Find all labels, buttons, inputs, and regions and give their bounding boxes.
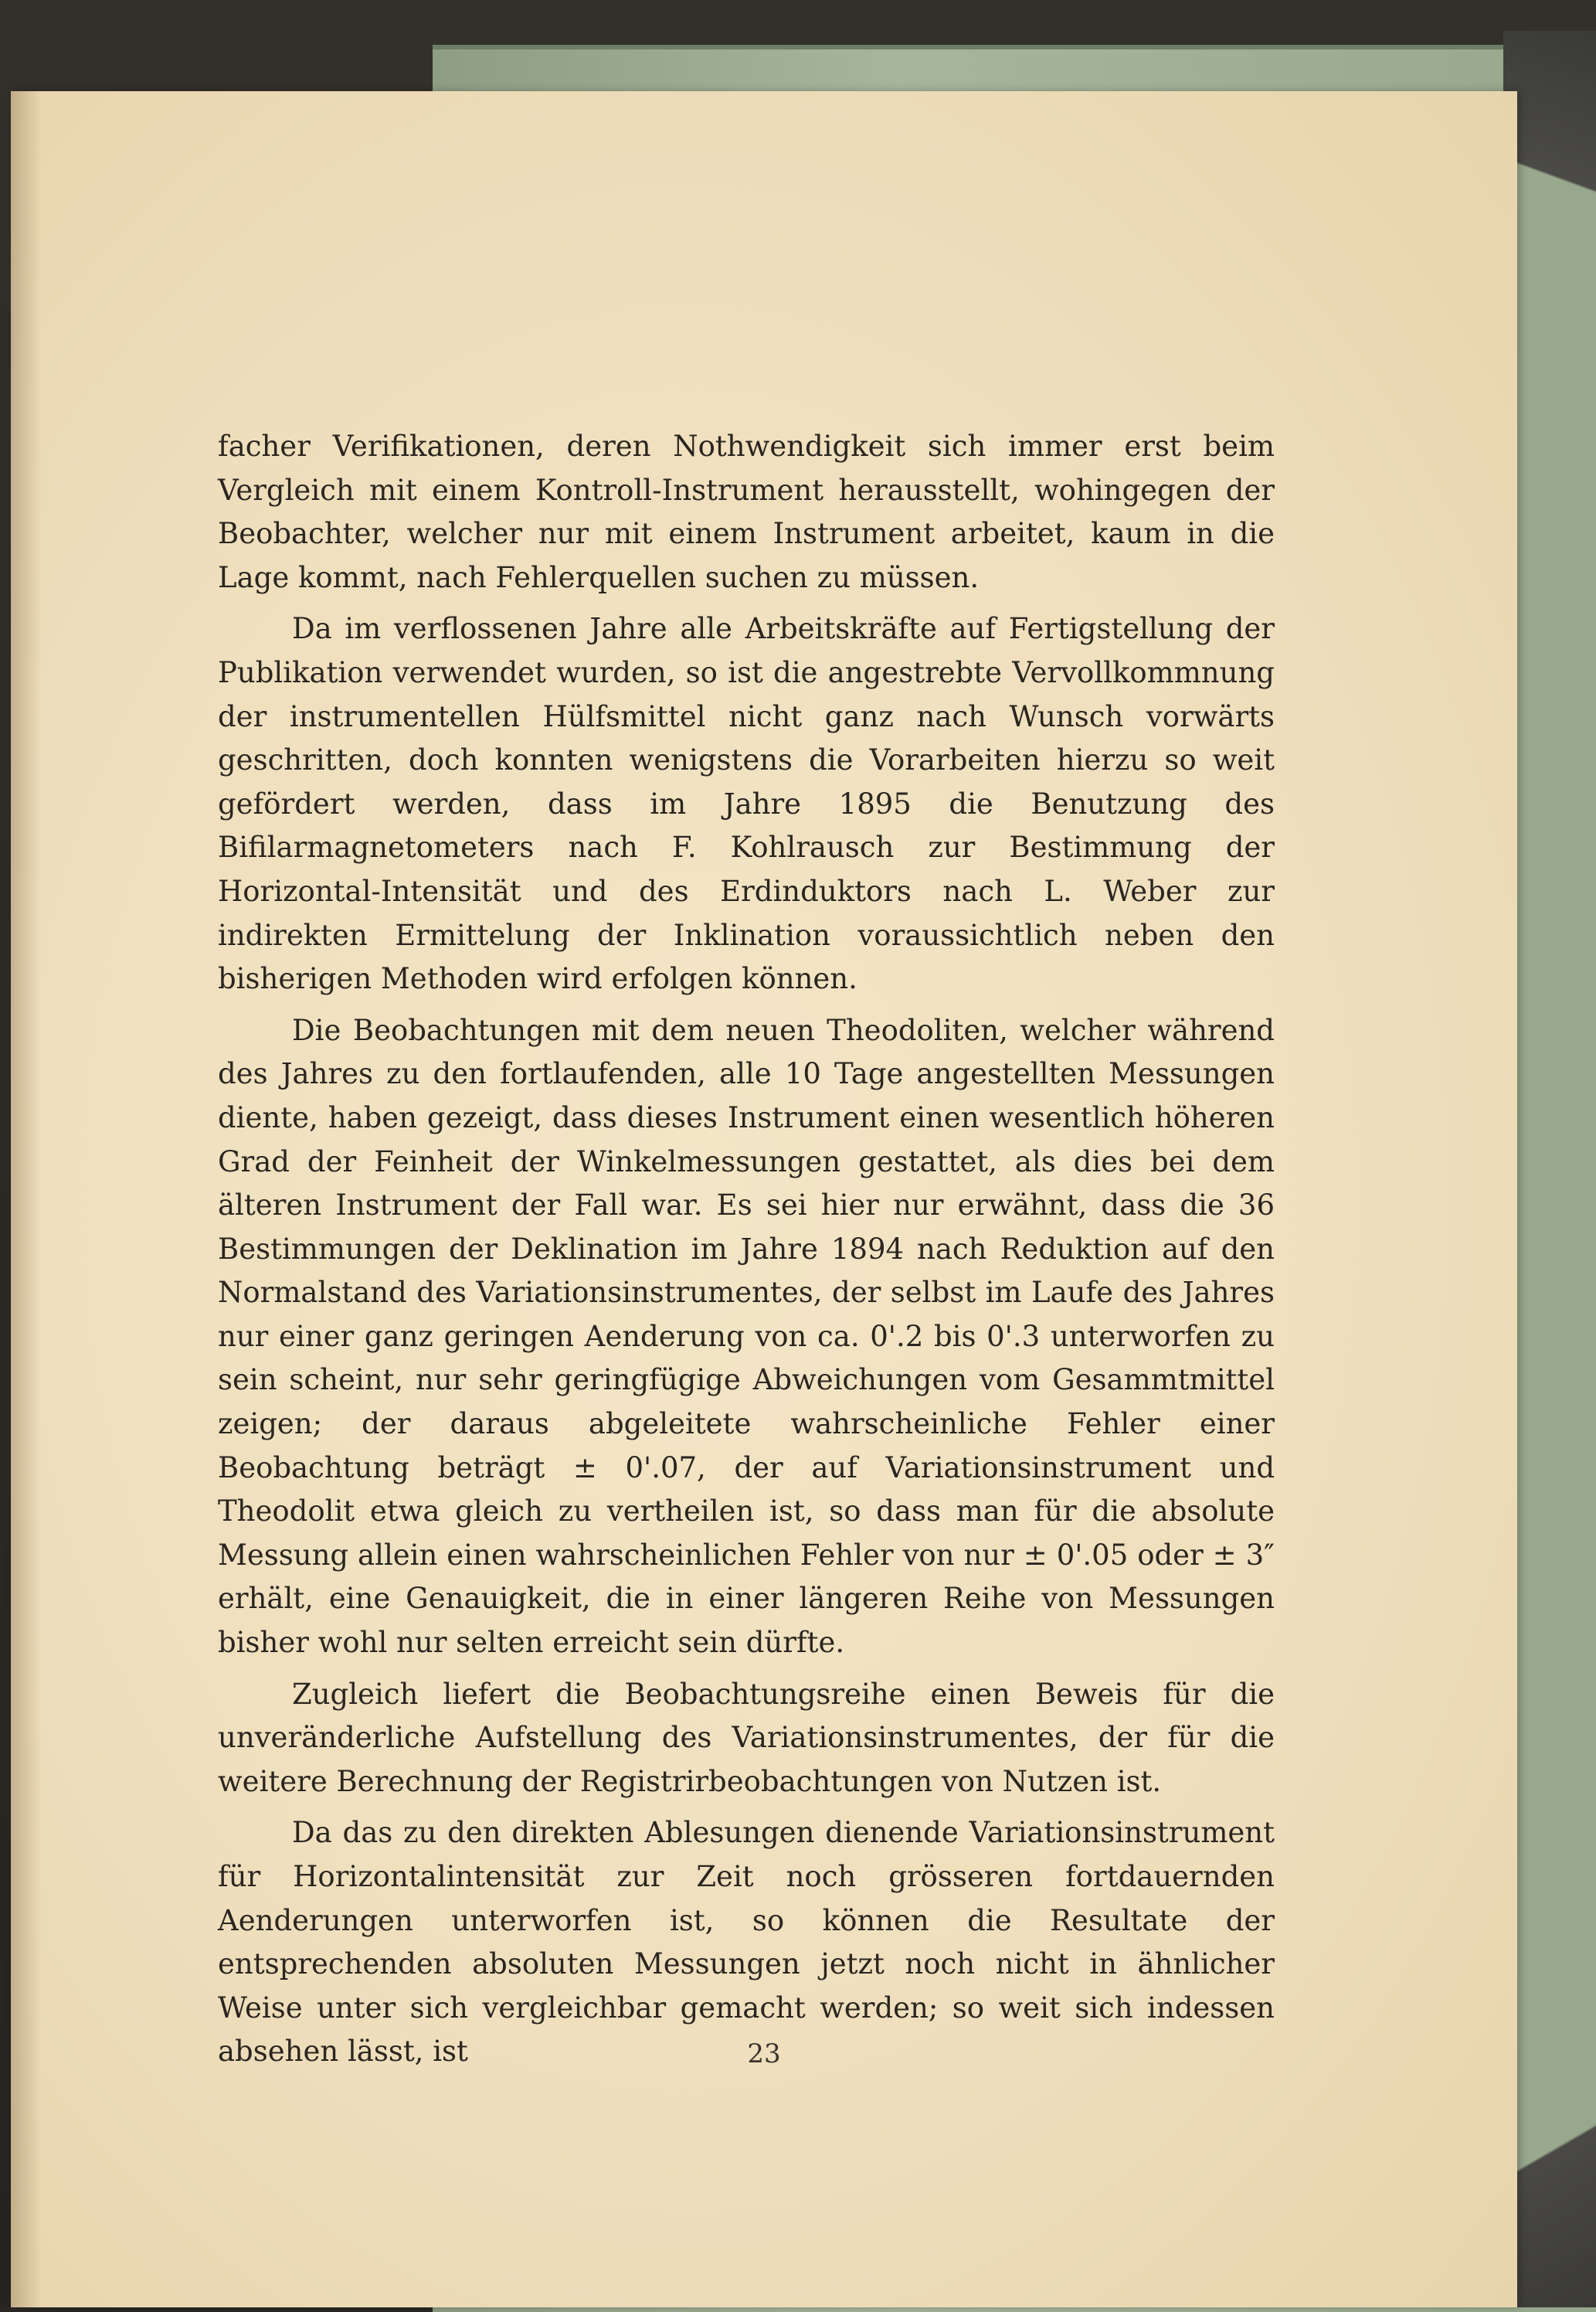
- paragraph-2: Da im verflossenen Jahre alle Arbeitskräfte auf Fertigstellung der Publikation verwendet wurden, so ist die angestrebte Vervollkommnung der instrumentellen Hülfsmittel nicht ganz nach Wunsch vorwärts geschritten, doch konnten wenigstens die Vorarbeiten hierzu so weit gefördert werden, dass im Jahre 1895 die Benutzung des Bifilarmagnetometers nach F. Kohlrausch zur Bestimmung der Horizontal-Intensität und des Erdinduktors nach L. Weber zur indirekten Ermittelung der Inklination voraussichtlich neben den bisherigen Methoden wird erfolgen können.: [218, 612, 1275, 996]
- cover-corner-bottom: [1511, 2029, 1596, 2307]
- paragraph-3: Die Beobachtungen mit dem neuen Theodoliten, welcher während des Jahres zu den fortlaufenden, alle 10 Tage angestellten Messungen diente, haben gezeigt, dass dieses Instrument einen wesentlich höheren Grad der Feinheit der Winkelmessungen gestattet, als dies bei dem älteren Instrument der Fall war. Es sei hier nur erwähnt, dass die 36 Bestimmungen der Deklination im Jahre 1894 nach Reduktion auf den Normalstand des Variationsinstrumentes, der selbst im Laufe des Jahres nur einer ganz geringen Aenderung von ca. 0'.2 bis 0'.3 unterworfen zu sein scheint, nur sehr geringfügige Abweichungen vom Gesammtmittel zeigen; der daraus abgeleitete wahrscheinliche Fehler einer Beobachtung beträgt ± 0'.07, der auf Variationsinstrument und Theodolit etwa gleich zu vertheilen ist, so dass man für die absolute Messung allein einen wahrscheinlichen Fehler von nur ± 0'.05 oder ± 3″ erhält, eine Genauigkeit, die in einer längeren Reihe von Messungen bisher wohl nur selten erreicht sein dürfte.: [218, 1013, 1275, 1660]
- book-page: [11, 91, 1517, 2307]
- paragraph-1: facher Verifikationen, deren Nothwendigkeit sich immer erst beim Vergleich mit einem Kontroll-Instrument herausstellt, wohingegen der Beobachter, welcher nur mit einem Instrument arbeitet, kaum in die Lage kommt, nach Fehlerquellen suchen zu müssen.: [218, 430, 1275, 594]
- paragraph-4: Zugleich liefert die Beobachtungsreihe einen Beweis für die unveränderliche Aufstellung des Variationsinstrumentes, der für die weitere Berechnung der Registrirbeobachtungen von Nutzen ist.: [218, 1677, 1275, 1798]
- cover-corner-top: [1503, 31, 1596, 263]
- paragraph-5: Da das zu den direkten Ablesungen dienende Variationsinstrument für Horizontalintensität zur Zeit noch grösseren fortdauernden Aenderungen unterworfen ist, so können die Resultate der entsprechenden absoluten Messungen jetzt noch nicht in ähnlicher Weise unter sich vergleichbar gemacht werden; so weit sich indessen absehen lässt, ist: [218, 1816, 1275, 2069]
- body-text: [218, 425, 1275, 2082]
- page-number: 23: [747, 2038, 781, 2069]
- page-gutter-shadow: [11, 91, 42, 2307]
